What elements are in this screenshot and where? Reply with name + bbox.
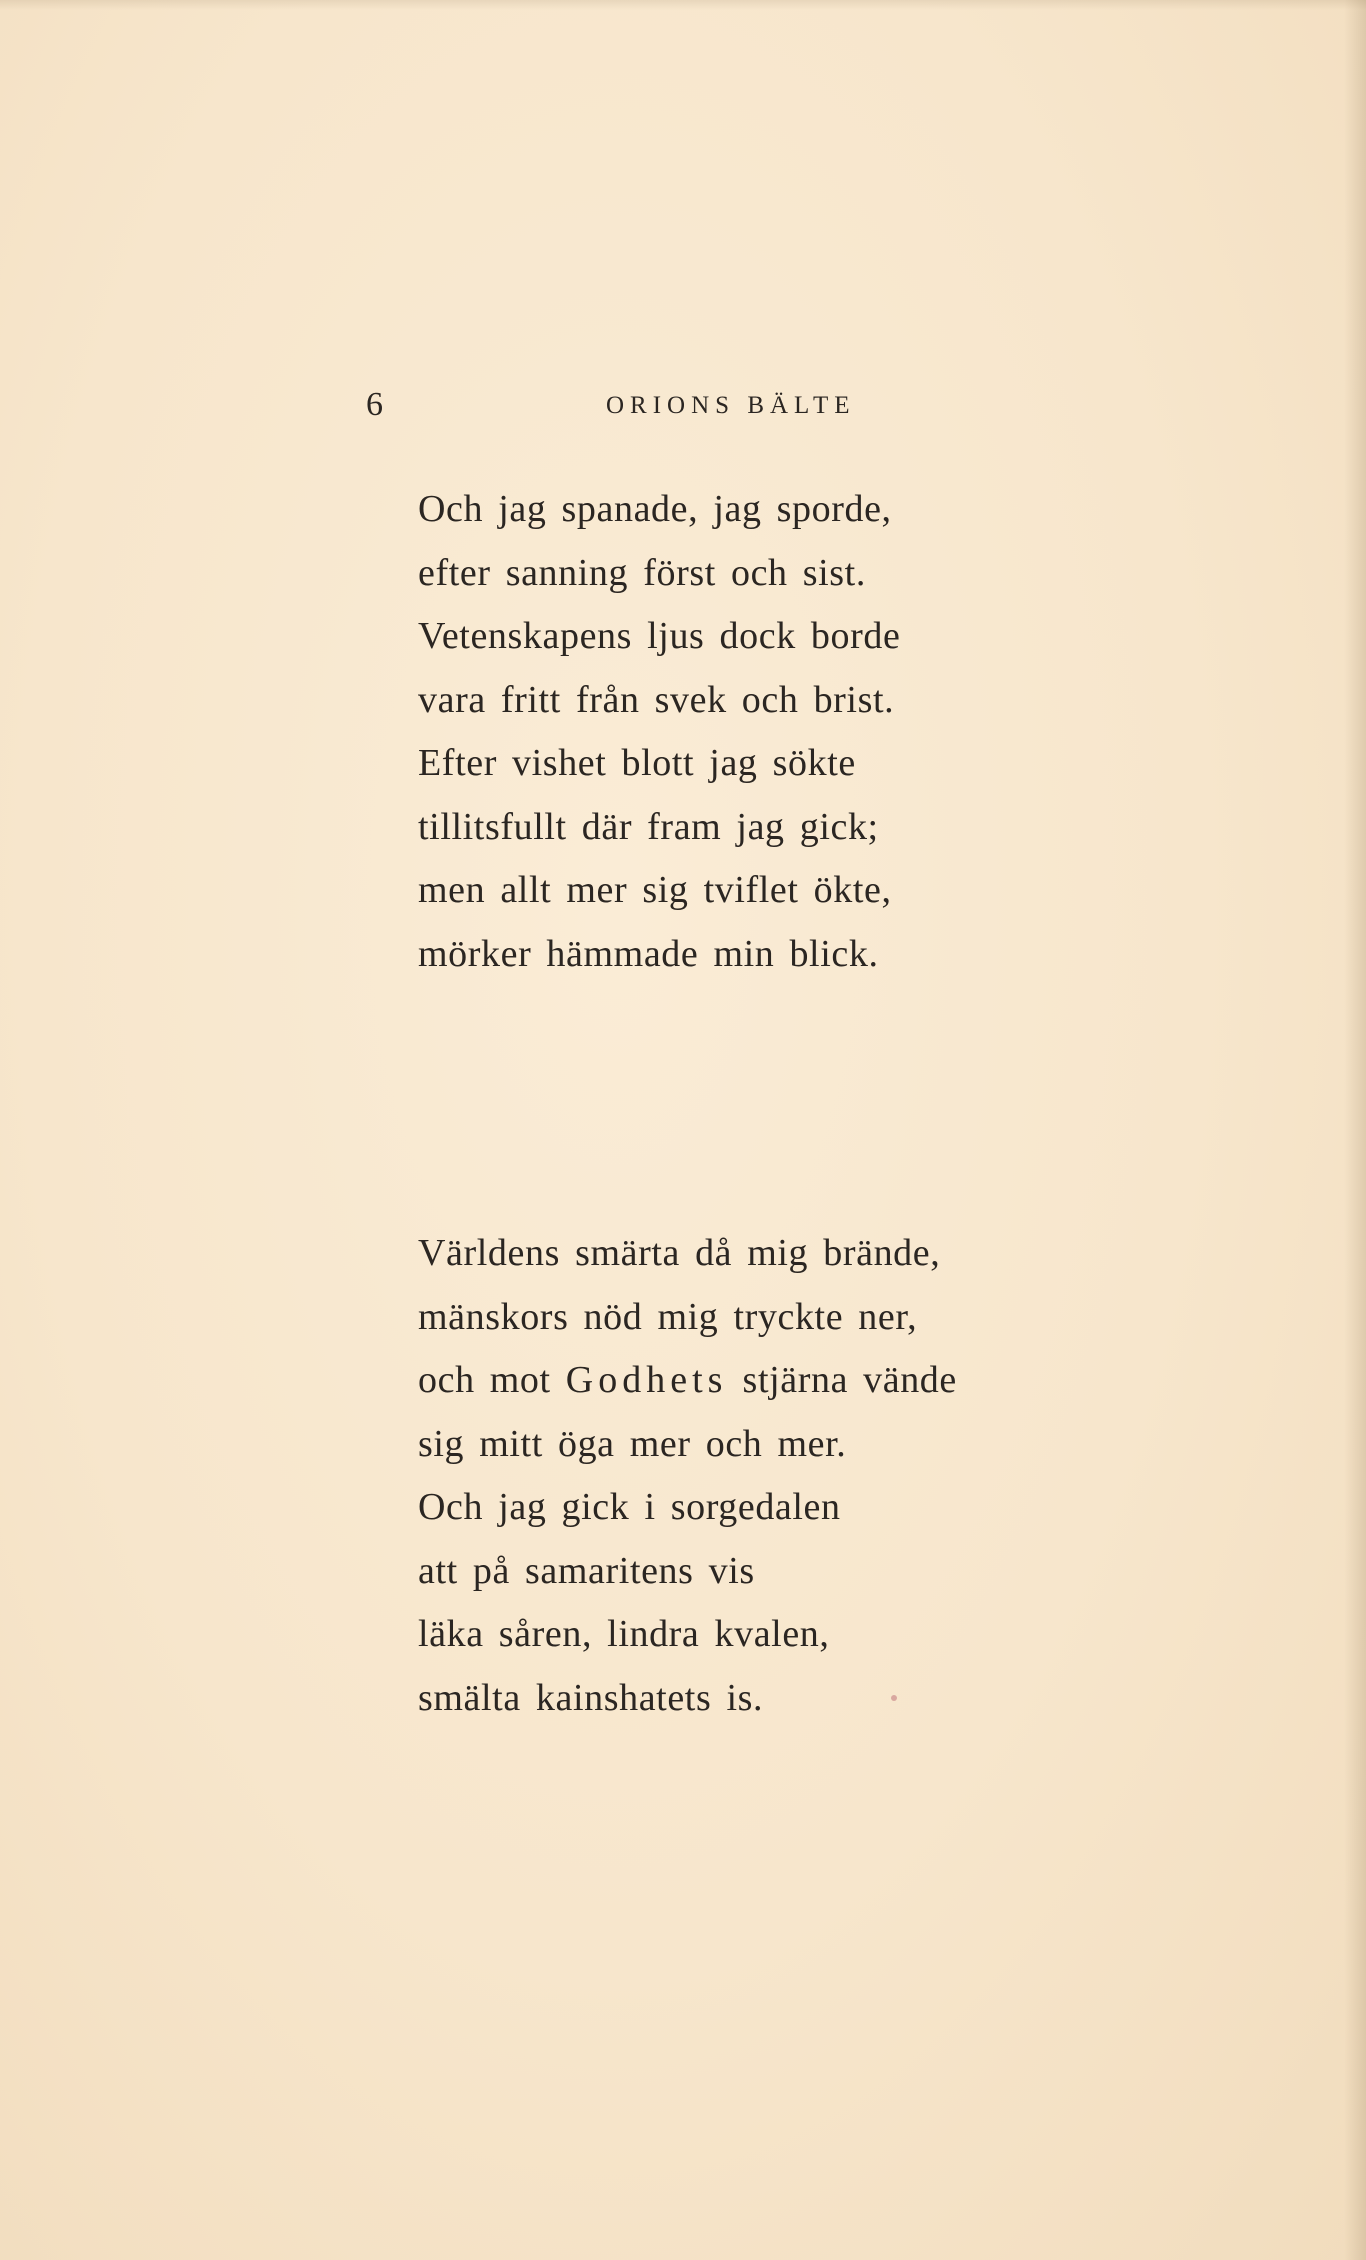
- verse-line: men allt mer sig tviflet ökte,: [418, 869, 892, 911]
- spaced-word: Godhets: [565, 1359, 728, 1401]
- verse-line: Och jag gick i sorgedalen: [418, 1486, 841, 1528]
- verse-line: vara fritt från svek och brist.: [418, 678, 895, 721]
- verse-line: smälta kainshatets is.: [418, 1676, 764, 1719]
- verse-line: mänskors nöd mig tryckte ner,: [418, 1295, 918, 1338]
- verse-line: läka såren, lindra kvalen,: [418, 1613, 830, 1655]
- page-number: 6: [366, 386, 384, 423]
- verse-line: tillitsfullt där fram jag gick;: [418, 805, 879, 848]
- poem-stanza-2: [418, 1222, 957, 1730]
- page-edge-shadow: [1344, 0, 1366, 2260]
- verse-line: Efter vishet blott jag sökte: [418, 742, 856, 784]
- verse-line: Vetenskapens ljus dock borde: [418, 615, 901, 657]
- running-title: ORIONS BÄLTE: [606, 392, 856, 419]
- verse-line: att på samaritens vis: [418, 1549, 755, 1592]
- verse-line-end: stjärna vände: [727, 1359, 957, 1401]
- verse-line: mörker hämmade min blick.: [418, 932, 879, 975]
- page-top-edge: [0, 0, 1366, 10]
- verse-line: Och jag spanade, jag sporde,: [418, 488, 892, 530]
- verse-line: sig mitt öga mer och mer.: [418, 1422, 847, 1465]
- paper-speck: [891, 1695, 897, 1701]
- verse-line: efter sanning först och sist.: [418, 551, 866, 594]
- verse-line-start: och mot: [418, 1359, 566, 1401]
- verse-line: Världens smärta då mig brände,: [418, 1232, 941, 1274]
- poem-stanza-1: [418, 478, 900, 986]
- verse-line-with-spaced-word: [418, 1349, 957, 1413]
